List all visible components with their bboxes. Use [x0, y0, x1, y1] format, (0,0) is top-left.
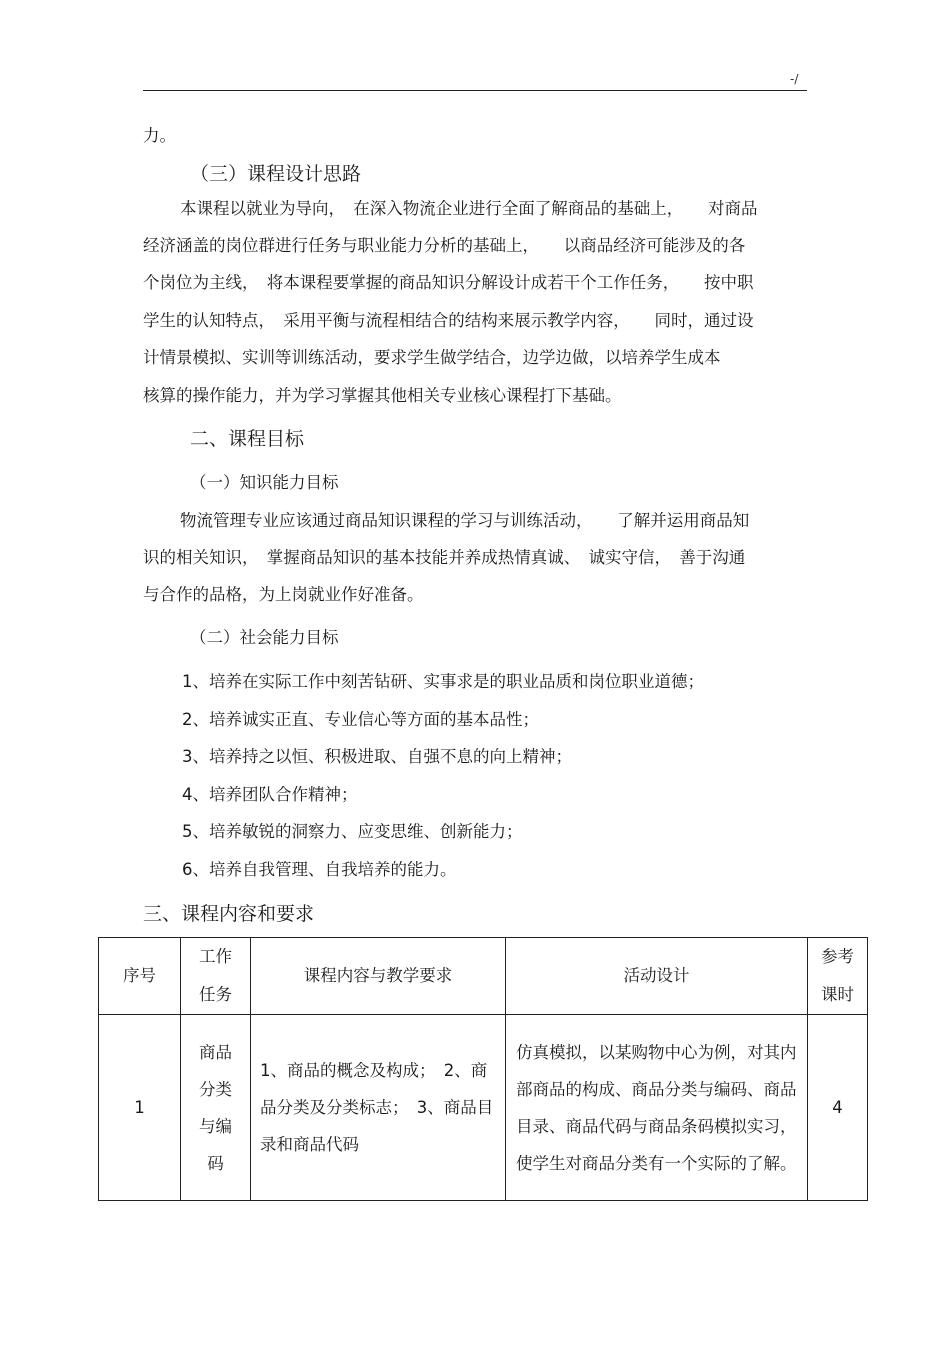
- header-seq: 序号: [99, 938, 181, 1015]
- course-content-table: [98, 937, 868, 1201]
- row-seq: 1: [99, 1015, 181, 1201]
- social-item-3: 3、培养持之以恒、积极进取、自强不息的向上精神；: [182, 747, 572, 766]
- row-task-line: 商品: [199, 1042, 232, 1062]
- content-heading: 三、课程内容和要求: [143, 903, 315, 925]
- row-task-line: 码: [207, 1153, 224, 1173]
- continuation-text: 力。: [143, 126, 176, 145]
- header-hours-line: 参考: [821, 947, 854, 966]
- header-hours: [808, 938, 868, 1015]
- row-hours: 4: [808, 1015, 868, 1201]
- design-line-2: 经济涵盖的岗位群进行任务与职业能力分析的基础上， 以商品经济可能涉及的各: [143, 236, 746, 255]
- table-header-row: [99, 938, 868, 1015]
- social-item-2: 2、培养诚实正直、专业信心等方面的基本品性；: [182, 710, 539, 729]
- social-item-6: 6、培养自我管理、自我培养的能力。: [182, 860, 457, 879]
- social-item-5: 5、培养敏锐的洞察力、应变思维、创新能力；: [182, 822, 523, 841]
- design-line-1: 本课程以就业为导向， 在深入物流企业进行全面了解商品的基础上， 对商品: [180, 199, 758, 218]
- design-line-4: 学生的认知特点， 采用平衡与流程相结合的结构来展示教学内容， 同时，通过设: [143, 311, 754, 330]
- knowledge-line-2: 识的相关知识， 掌握商品知识的基本技能并养成热情真诚、 诚实守信， 善于沟通: [143, 548, 746, 567]
- knowledge-line-3: 与合作的品格，为上岗就业作好准备。: [143, 585, 424, 604]
- design-heading: （三）课程设计思路: [190, 163, 362, 185]
- social-item-1: 1、培养在实际工作中刻苦钻研、实事求是的职业品质和岗位职业道德；: [182, 672, 704, 691]
- social-item-4: 4、培养团队合作精神；: [182, 785, 358, 804]
- row-task: [181, 1015, 251, 1201]
- header-task-line: 工作: [199, 947, 232, 966]
- design-line-5: 计情景模拟、实训等训练活动，要求学生做学结合，边学边做，以培养学生成本: [143, 348, 721, 367]
- header-activity: 活动设计: [506, 938, 808, 1015]
- row-task-line: 分类: [199, 1079, 232, 1099]
- header-content: 课程内容与教学要求: [251, 938, 506, 1015]
- header-task-line: 任务: [199, 985, 232, 1004]
- header-hours-line: 课时: [821, 985, 854, 1004]
- row-content: 1、商品的概念及构成； 2、商品分类及分类标志； 3、商品目录和商品代码: [251, 1015, 506, 1201]
- design-line-3: 个岗位为主线， 将本课程要掌握的商品知识分解设计成若干个工作任务， 按中职: [143, 273, 754, 292]
- header-rule: [143, 90, 807, 91]
- goals-heading: 二、课程目标: [190, 428, 305, 450]
- knowledge-heading: （一）知识能力目标: [190, 473, 339, 492]
- knowledge-line-1: 物流管理专业应该通过商品知识课程的学习与训练活动， 了解并运用商品知: [180, 511, 750, 530]
- design-line-6: 核算的操作能力，并为学习掌握其他相关专业核心课程打下基础。: [143, 386, 622, 405]
- row-activity: 仿真模拟，以某购物中心为例，对其内部商品的构成、商品分类与编码、商品目录、商品代码与商品条码模拟实习，使学生对商品分类有一个实际的了解。: [506, 1015, 808, 1201]
- page-number-mark: -/: [790, 72, 799, 86]
- header-task: [181, 938, 251, 1015]
- social-heading: （二）社会能力目标: [190, 628, 339, 647]
- table-row: [99, 1015, 868, 1201]
- row-task-line: 与编: [199, 1116, 232, 1136]
